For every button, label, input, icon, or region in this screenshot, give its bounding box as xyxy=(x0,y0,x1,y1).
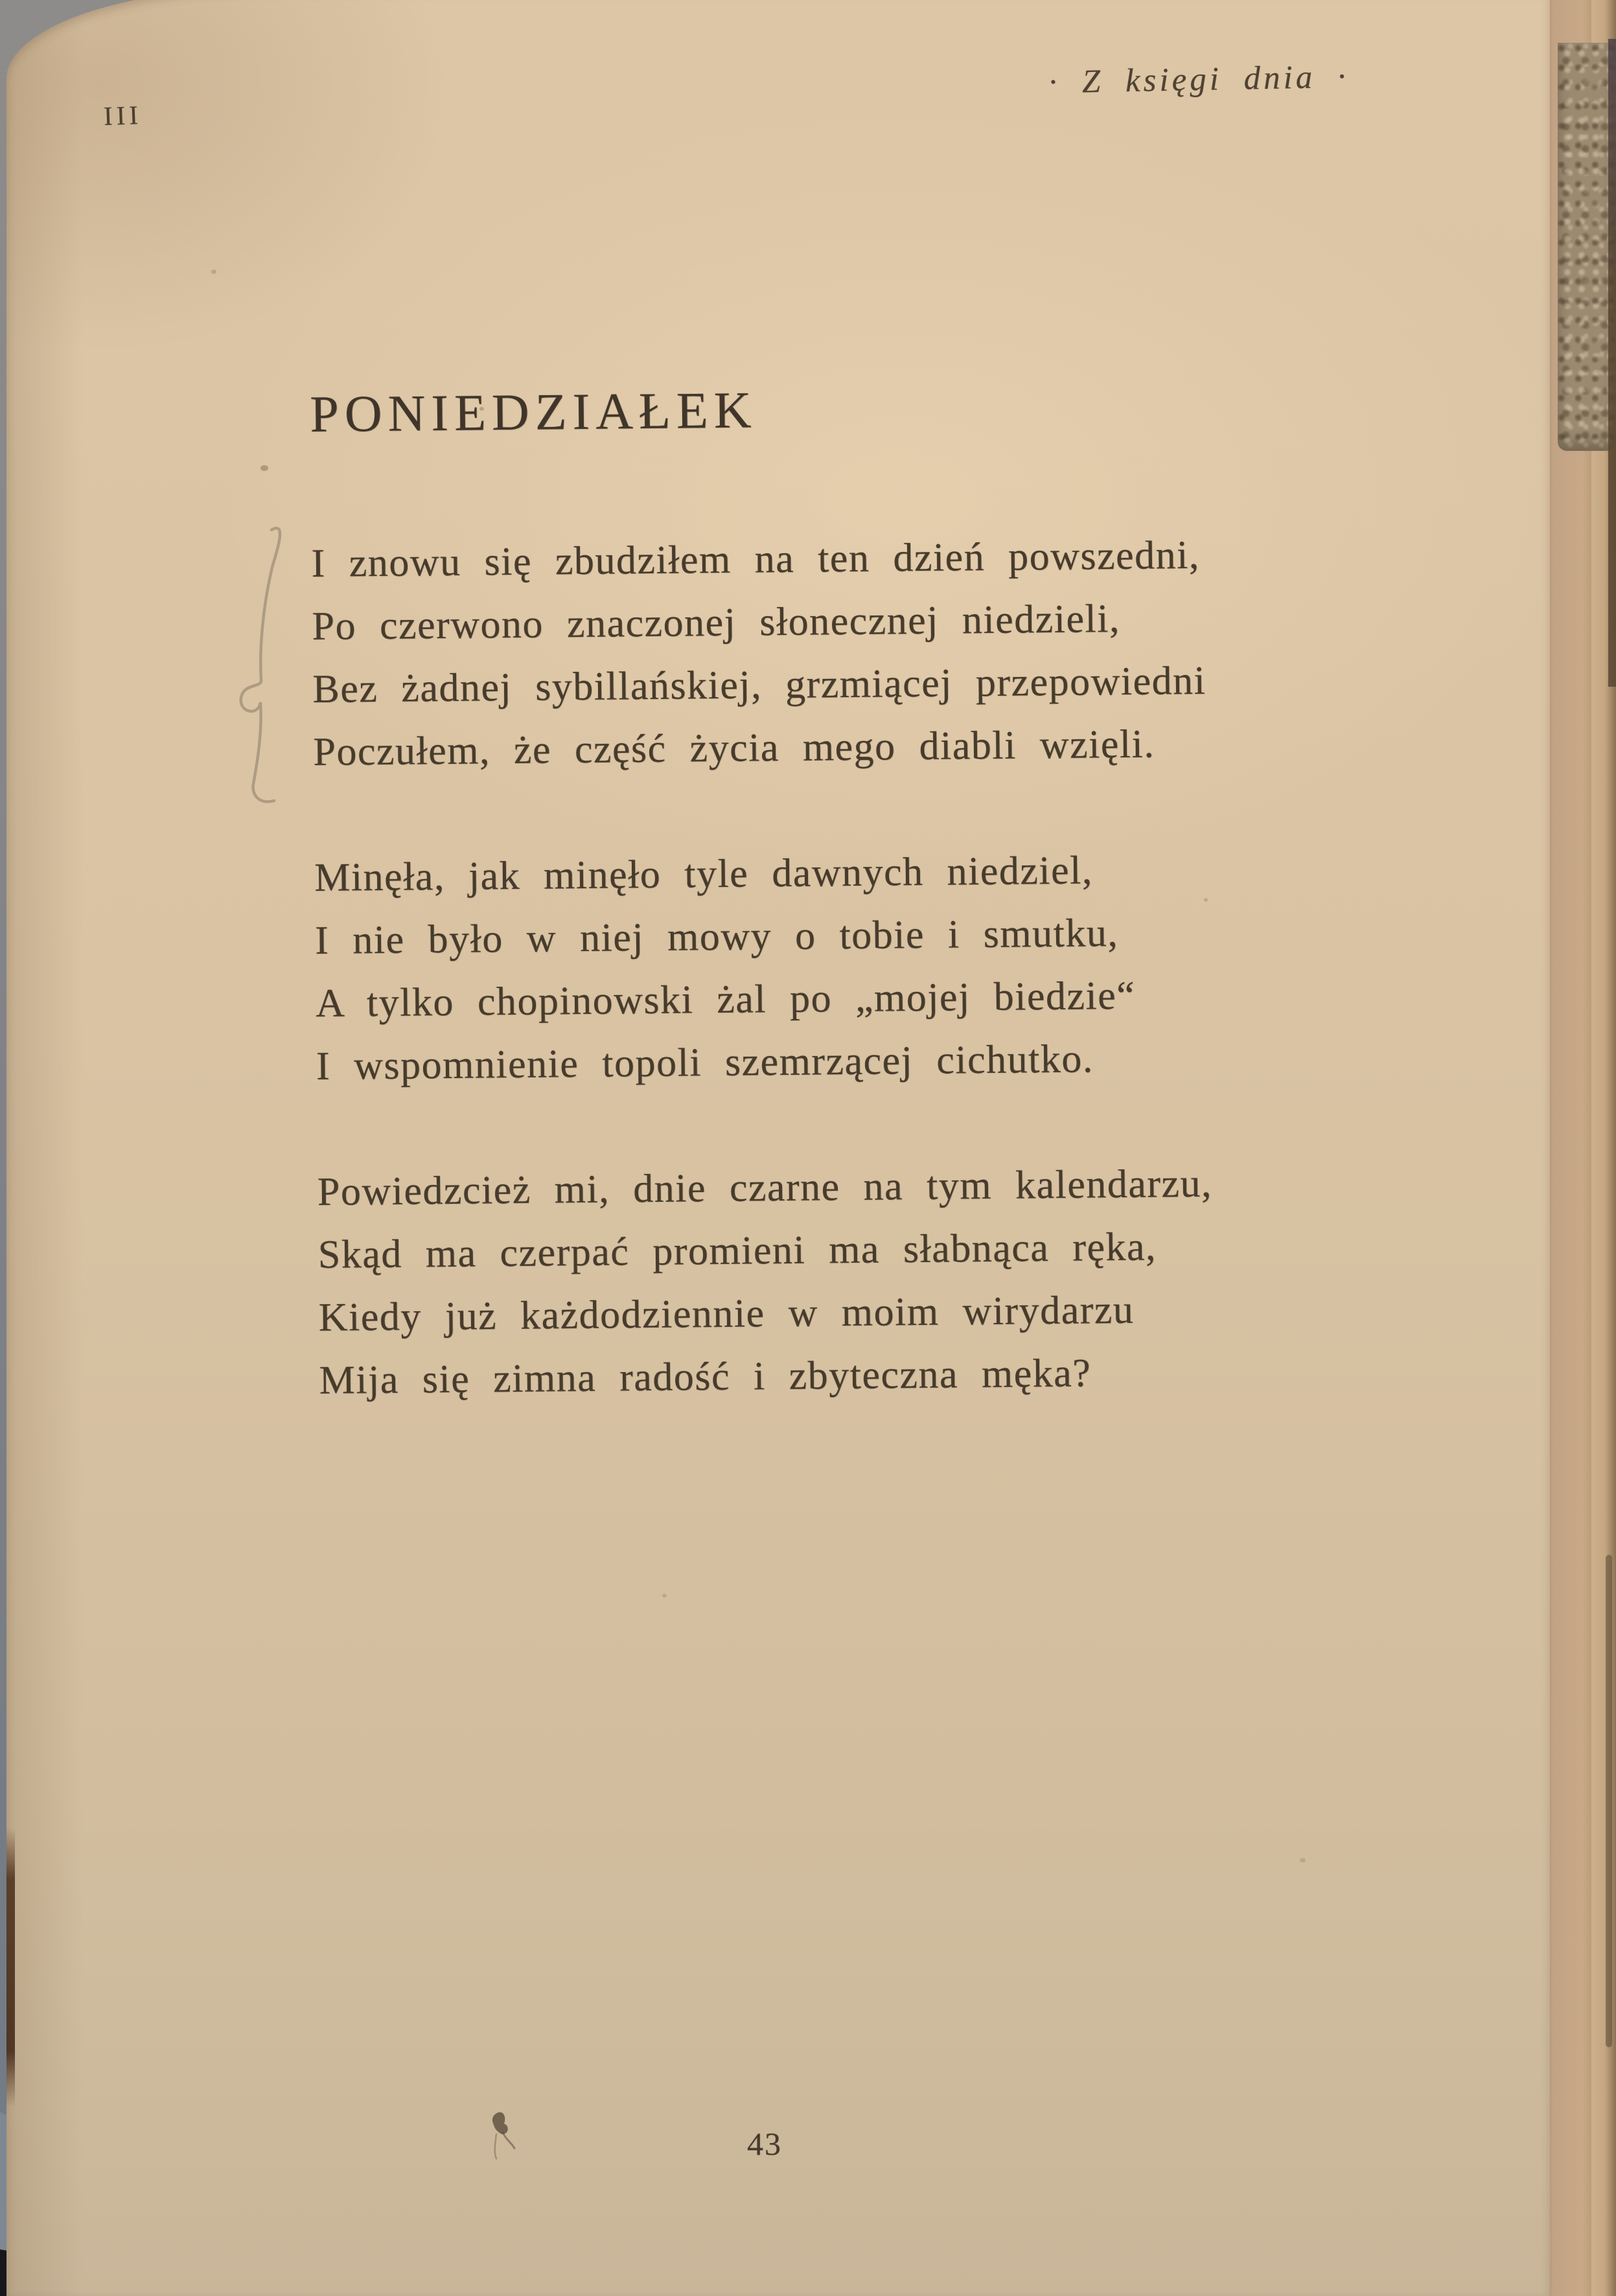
paper-speck xyxy=(662,1594,667,1598)
paper-speck xyxy=(211,270,216,274)
stanza xyxy=(317,1151,1421,1412)
poem-line: Minęła, jak minęło tyle dawnych niedziel, xyxy=(314,848,1094,900)
poem-line: A tylko chopinowski żal po „mojej biedzie“ xyxy=(315,973,1136,1026)
poem-line: I wspomnienie topoli szemrzącej cichutko. xyxy=(316,1037,1094,1088)
poem-line: I znowu się zbudziłem na ten dzień powszedni, xyxy=(311,533,1201,586)
poem-line: Po czerwono znaczonej słonecznej niedzieli, xyxy=(312,597,1121,649)
poem-title: PONIEDZIAŁEK xyxy=(309,382,757,443)
poem-line: Mija się zimna radość i zbyteczna męka? xyxy=(319,1351,1092,1403)
margin-pencil-mark xyxy=(222,521,300,812)
running-header: · Z księgi dnia · xyxy=(1048,58,1350,101)
poem-line: Poczułem, że część życia mego diabli wzięli. xyxy=(313,722,1155,774)
poem-block xyxy=(310,377,1421,1412)
poem-line: Skąd ma czerpać promieni ma słabnąca ręka, xyxy=(317,1224,1157,1277)
cover-cloth-texture xyxy=(1558,43,1616,451)
book-page xyxy=(6,0,1550,2296)
poem-line: Kiedy już każdodziennie w moim wirydarzu xyxy=(318,1287,1135,1340)
poem-line: Powiedzcież mi, dnie czarne na tym kalendarzu, xyxy=(317,1161,1213,1214)
paper-speck xyxy=(1204,898,1208,902)
poem-line: I nie było w niej mowy o tobie i smutku, xyxy=(314,911,1119,963)
poem-line: Bez żadnej sybillańskiej, grzmiącej przepowiedni xyxy=(312,658,1206,711)
stanza xyxy=(314,836,1418,1098)
paper-speck xyxy=(1300,1858,1306,1863)
paper-speck xyxy=(260,465,268,471)
cover-dark-edge-line-lower xyxy=(1606,1555,1612,2047)
paper-speck xyxy=(479,407,484,411)
stanza xyxy=(311,522,1415,784)
section-number: III xyxy=(103,99,143,132)
page-number: 43 xyxy=(747,2126,782,2162)
ink-smudge xyxy=(477,2108,529,2173)
cover-dark-edge-line xyxy=(1608,39,1616,687)
gutter-shadow-line xyxy=(6,1828,15,2107)
